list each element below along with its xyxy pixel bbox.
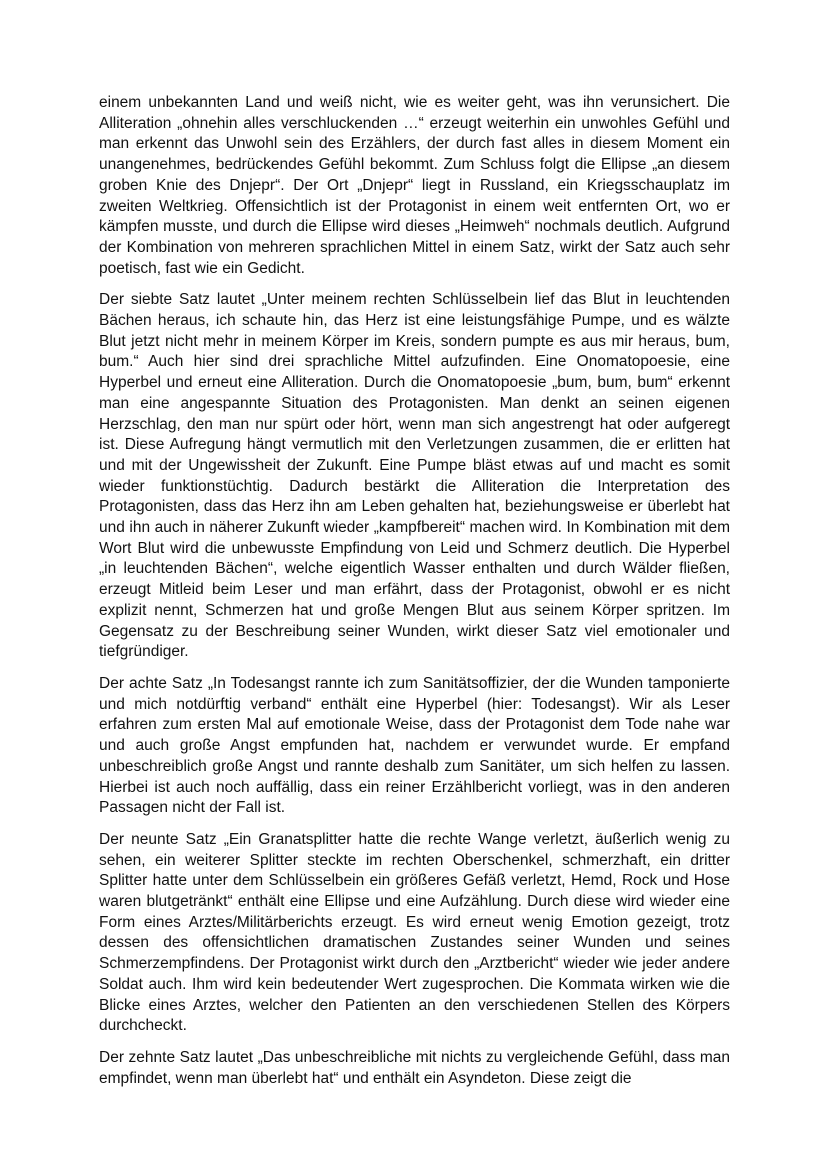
paragraph-2: Der siebte Satz lautet „Unter meinem rechten Schlüsselbein lief das Blut in leuchtenden Bächen heraus, ich schaute hin, das Herz ist eine leistungsfähige Pumpe, und es wälzte Blut jetzt nicht mehr in meinem Körper im Kreis, sondern pumpte es aus mir heraus, bum, bum.“ Auch hier sind drei sprachliche Mittel aufzufinden. Eine Onomatopoesie, eine Hyperbel und erneut eine Alliteration. Durch die Onomatopoesie „bum, bum, bum“ erkennt man eine angespannte Situation des Protagonisten. Man denkt an seinen eigenen Herzschlag, den man nur spürt oder hört, wenn man sich angestrengt hat oder aufgeregt ist. Diese Aufregung hängt vermutlich mit den Verletzungen zusammen, die er erlitten hat und mit der Ungewissheit der Zukunft. Eine Pumpe bläst etwas auf und macht es somit wieder funktionstüchtig. Dadurch bestärkt die Alliteration die Interpretation des Protagonisten, dass das Herz ihn am Leben gehalten hat, beziehungsweise er überlebt hat und ihn auch in näherer Zukunft wieder „kampfbereit“ machen wird. In Kombination mit dem Wort Blut wird die unbewusste Empfindung von Leid und Schmerz deutlich. Die Hyperbel „in leuchtenden Bächen“, welche eigentlich Wasser enthalten und durch Wälder fließen, erzeugt Mitleid beim Leser und man erfährt, dass der Protagonist, obwohl er es nicht explizit nennt, Schmerzen hat und große Mengen Blut aus seinem Körper spritzen. Im Gegensatz zu der Beschreibung seiner Wunden, wirkt dieser Satz viel emotionaler und tiefgründiger. [99, 291, 730, 661]
paragraph-1: einem unbekannten Land und weiß nicht, wie es weiter geht, was ihn verunsichert. Die Alliteration „ohnehin alles verschluckenden …“ erzeugt weiterhin ein unwohles Gefühl und man erkennt das Unwohl sein des Erzählers, der durch fast alles in diesem Moment ein unangenehmes, bedrückendes Gefühl bekommt. Zum Schluss folgt die Ellipse „an diesem groben Knie des Dnjepr“. Der Ort „Dnjepr“ liegt in Russland, ein Kriegsschauplatz im zweiten Weltkrieg. Offensichtlich ist der Protagonist in einem weit entfernten Ort, wo er kämpfen musste, und durch die Ellipse wird dieses „Heimweh“ nochmals deutlich. Aufgrund der Kombination von mehreren sprachlichen Mittel in einem Satz, wirkt der Satz auch sehr poetisch, fast wie ein Gedicht. [99, 94, 730, 277]
paragraph-5: Der zehnte Satz lautet „Das unbeschreibliche mit nichts zu vergleichende Gefühl, dass man empfindet, wenn man überlebt hat“ und enthält ein Asyndeton. Diese zeigt die [99, 1048, 730, 1087]
paragraph-4: Der neunte Satz „Ein Granatsplitter hatte die rechte Wange verletzt, äußerlich wenig zu sehen, ein weiterer Splitter steckte im rechten Oberschenkel, schmerzhaft, ein dritter Splitter hatte unter dem Schlüsselbein ein größeres Gefäß verletzt, Hemd, Rock und Hose waren blutgetränkt“ enthält eine Ellipse und eine Aufzählung. Durch diese wird wieder eine Form eines Arztes/Militärberichts erzeugt. Es wird erneut wenig Emotion gezeigt, trotz dessen des offensichtlichen dramatischen Zustandes seiner Wunden und seines Schmerzempfindens. Der Protagonist wirkt durch den „Arztbericht“ wieder wie jeder andere Soldat auch. Ihm wird kein bedeutender Wert zugesprochen. Die Kommata wirken wie die Blicke eines Arztes, welcher den Patienten an den verschiedenen Stellen des Körpers durchcheckt. [99, 830, 730, 1035]
document-page [99, 93, 730, 1100]
paragraph-3: Der achte Satz „In Todesangst rannte ich zum Sanitätsoffizier, der die Wunden tamponierte und mich notdürftig verband“ enthält eine Hyperbel (hier: Todesangst). Wir als Leser erfahren zum ersten Mal auf emotionale Weise, dass der Protagonist dem Tode nahe war und auch große Angst empfunden hat, nachdem er verwundet wurde. Er empfand unbeschreiblich große Angst und rannte deshalb zum Sanitäter, um sich helfen zu lassen. Hierbei ist auch noch auffällig, dass ein reiner Erzählbericht vorliegt, was in den anderen Passagen nicht der Fall ist. [99, 674, 730, 817]
